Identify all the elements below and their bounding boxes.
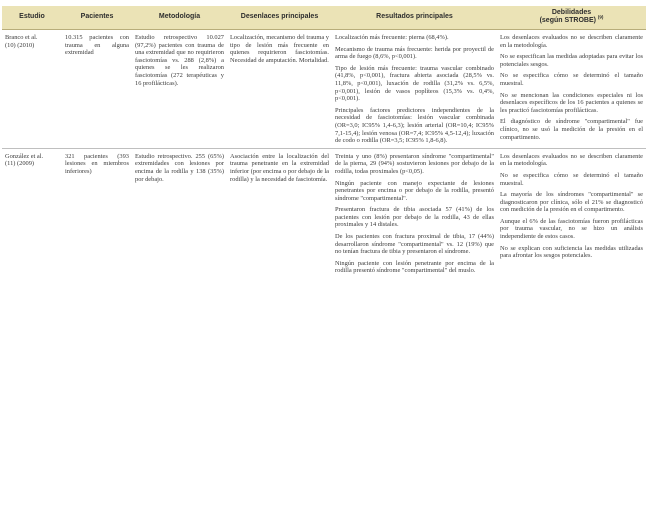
result-item: Ningún paciente con lesión penetrante por encima de la rodilla presentó síndrome "compartimental" del muslo. bbox=[335, 259, 494, 275]
studies-table bbox=[2, 6, 646, 278]
result-item: Tipo de lesión más frecuente: trauma vascular combinado (41,8%, p<0,001), fractura abierta asociada (28,5% vs. 11,8%, p<0,001), luxación de rodilla (31,2% vs. 6,5%, p<0,001), lesión de vasos poplíteos (15,3% vs. 0,4%, p<0,001). bbox=[335, 64, 494, 103]
result-item: Treinta y uno (8%) presentaron síndrome "compartimental" de la pierna, 29 (94%) sostuvieron lesiones por debajo de la rodilla, todas proximales (p<0,05). bbox=[335, 152, 494, 175]
study-author: Branco et al. bbox=[5, 34, 38, 41]
cell-estudio bbox=[2, 148, 62, 278]
header-desenlaces: Desenlaces principales bbox=[227, 6, 332, 30]
weakness-item: No se especifica cómo se determinó el tamaño muestral. bbox=[500, 171, 643, 187]
weakness-item: El diagnóstico de síndrome "compartimental" fue clínico, no se usó la medición de la presión en el compartimento. bbox=[500, 118, 643, 141]
weakness-item: No se especifica cómo se determinó el tamaño muestral. bbox=[500, 72, 643, 87]
result-item: Localización más frecuente: pierna (68,4%). bbox=[335, 34, 449, 41]
table-row bbox=[2, 30, 646, 149]
cell-resultados bbox=[332, 148, 497, 278]
cell-pacientes: 10.315 pacientes con trauma en alguna extremidad bbox=[62, 30, 132, 149]
header-debilidades bbox=[497, 6, 646, 30]
weakness-item: Aunque el 6% de las fasciotomías fueron profilácticas por trauma vascular, no se hizo un análisis independiente de estos casos. bbox=[500, 217, 643, 241]
weakness-item: No se explican con suficiencia las medidas utilizadas para afrontar los sesgos potenciales. bbox=[500, 244, 643, 260]
cell-debilidades bbox=[497, 30, 646, 149]
header-row bbox=[2, 6, 646, 30]
weakness-item: Los desenlaces evaluados no se describen claramente en la metodología. bbox=[500, 34, 643, 49]
study-ref: (10) (2010) bbox=[5, 41, 35, 49]
header-debilidades-line1: Debilidades bbox=[551, 9, 592, 16]
cell-pacientes: 321 pacientes (393 lesiones en miembros inferiores) bbox=[65, 152, 129, 175]
cell-metodologia: Estudio retrospectivo 10.027 (97,2%) pacientes con trauma de una extremidad que no requirieron fasciotomías vs. 288 (2,8%) a quienes se les realizaron fasciotomías (272 terapéuticas y 16 profilácticas). bbox=[132, 30, 227, 149]
result-item: De los pacientes con fractura proximal de tibia, 17 (44%) desarrollaron síndrome "compartimental" vs. 12 (19%) que no tenían fractura de tibia y presentaron el síndrome. bbox=[335, 233, 494, 256]
result-item: Presentaron fractura de tibia asociada 57 (41%) de los pacientes con lesión por debajo de la rodilla, 43 de ellas proximales y 14 distales. bbox=[335, 206, 494, 229]
table-header bbox=[2, 6, 646, 30]
cell-metodologia: Estudio retrospectivo. 255 (65%) extremidades con lesiones por encima de la rodilla y 138 (35%) por debajo. bbox=[135, 152, 224, 183]
cell-debilidades bbox=[497, 148, 646, 278]
cell-desenlaces: Localización, mecanismo del trauma y tipo de lesión más frecuente en quienes requirieron fasciotomías. Necesidad de amputación. Mortalidad. bbox=[227, 30, 332, 149]
weakness-item: Los desenlaces evaluados no se describen claramente en la metodología. bbox=[500, 152, 643, 168]
header-estudio: Estudio bbox=[2, 6, 62, 30]
weakness-item: No se especifican las medidas adoptadas para evitar los potenciales sesgos. bbox=[500, 53, 643, 68]
study-author: González et al. bbox=[5, 152, 44, 160]
header-debilidades-ref: (9) bbox=[597, 14, 604, 20]
result-item: Principales factores predictores independientes de la necesidad de fasciotomías: lesión vascular combinada (OR=3,0; IC95% 1,4-6,3); lesión arterial (OR=10,4; IC95% 7,1-15,4); lesión venosa (OR=7,4; IC95% 4,5-12,4); luxación de codo o rodilla (OR=3,5; IC95% 1,8-6,8). bbox=[335, 106, 494, 145]
table-row bbox=[2, 148, 646, 278]
study-ref: (11) (2009) bbox=[5, 160, 35, 168]
header-resultados: Resultados principales bbox=[332, 6, 497, 30]
cell-estudio bbox=[2, 30, 62, 149]
weakness-item: No se mencionan las condiciones especiales ni los desenlaces específicos de los 16 pacientes a quienes se les practicó fasciotomías profilácticas. bbox=[500, 91, 643, 114]
header-debilidades-line2: (según STROBE) bbox=[539, 17, 596, 24]
header-pacientes: Pacientes bbox=[62, 6, 132, 30]
result-item: Ningún paciente con manejo expectante de lesiones penetrantes por encima o por debajo de la rodilla, presentó síndrome "compartimental". bbox=[335, 179, 494, 202]
cell-desenlaces: Asociación entre la localización del trauma penetrante en la extremidad inferior (por encima o por debajo de la rodilla) y la necesidad de fasciotomía. bbox=[230, 152, 329, 183]
header-metodologia: Metodología bbox=[132, 6, 227, 30]
weakness-item: La mayoría de los síndromes "compartimental" se diagnosticaron por clínica, sólo el 21% se diagnosticó con medición de la presión en el compartimento. bbox=[500, 191, 643, 214]
cell-resultados bbox=[332, 30, 497, 149]
result-item: Mecanismo de trauma más frecuente: herida por proyectil de arma de fuego (8,6%, p<0,001). bbox=[335, 45, 494, 61]
